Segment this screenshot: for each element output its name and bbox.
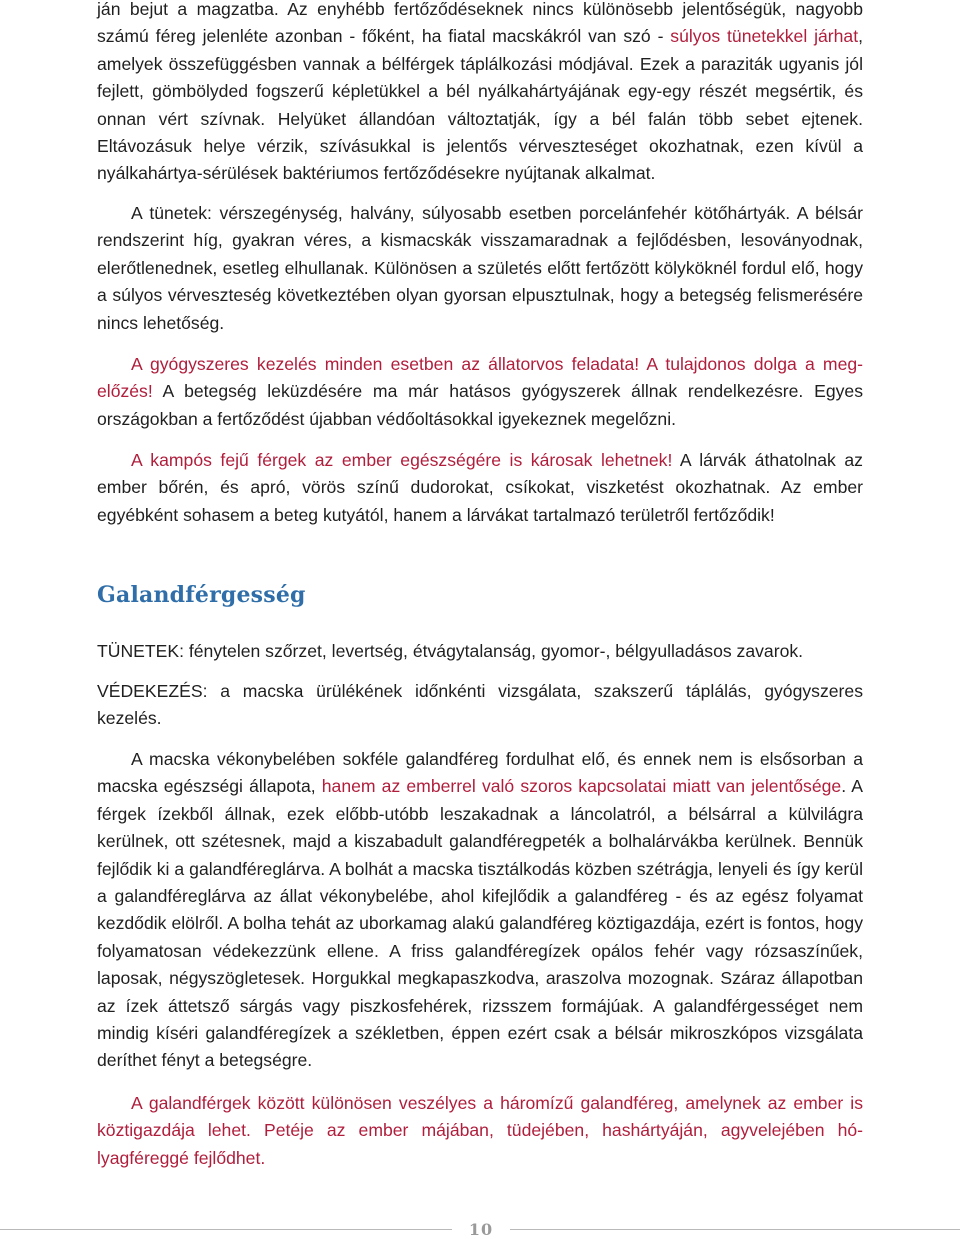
footer-rule-left	[0, 1229, 452, 1230]
paragraph-treatment	[97, 351, 863, 433]
paragraph-hookworm-warning	[97, 447, 863, 529]
red-emphasis: A gyógyszeres kezelés minden esetben az állatorvos feladata! A tulajdonos dolga a megelőzés!	[97, 354, 863, 402]
paragraph-symptoms	[97, 200, 863, 337]
paragraph-text: . A férgek ízekből állnak, ezek előbb-utóbb leszakadnak a láncolatról, a bélsárral a külvilágra kerülnek, ott szétesnek, majd a kiszabadult galandféregpeték a bolhalárvákba kerülnek. Bennük fejlődik ki a galandféreglárva. A bolhát a macska tisztálkodás közben szétrágja, lenyeli és így kerül a galandféreglárva az állat vékonybelébe, ahol kifejlődik a galandféreg - és az egész folyamat kezdődik elölről. A bolha tehát az uborkamag alakú galandféreg köztigazdája, ezért is fontos, hogy folyamatosan védekezzünk ellene. A friss galandféregízek opálos fehér vagy rózsaszínűek, laposak, négyszögletesek. Horgukkal megkapaszkodva, araszolva mozognak. Száraz állapotban az ízek áttetsző sárgás vagy piszkosfehérek, rizsszem formájúak. A galandférgességet nem mindig kíséri galandféregízek a székletben, éppen ezért csak a bélsár mikroszkópos vizsgálata deríthet fényt a betegségre.	[97, 776, 863, 1071]
red-emphasis: súlyos tünetekkel járhat	[670, 26, 859, 47]
paragraph-text: A lárvák áthatolnak az ember bőrén, és apró, vörös színű dudorokat, csíkokat, viszketést okozhatnak. Az ember egyébként sohasem a beteg kutyától, hanem a lárvákat tartalmazó területről fertőződik!	[97, 450, 863, 525]
paragraph-text: ján bejut a magzatba. Az enyhébb fertőződéseknek nincs különösebb jelentőségük, nagyobb számú féreg jelenléte azonban - főként, ha fiatal macskákról van szó -	[97, 0, 863, 47]
paragraph-text: A tünetek: vérszegénység, halvány, súlyosabb esetben porcelánfehér kötőhártyák. A bélsár rendszerint híg, gyakran véres, a kismacskák visszamaradnak a fejlődésben, lesoványodnak, elerőtlenednek, esetleg elhullanak. Különösen a születés előtt fertőzött kölyköknél fordul elő, hogy a súlyos vérveszteség következtében olyan gyorsan elpusztulnak, hogy a betegség felismerésére nincs lehetőség.	[97, 203, 863, 333]
red-emphasis: hanem az emberrel való szoros kapcsolatai miatt van jelentősége	[321, 776, 842, 797]
paragraph-tapeworm-symptoms	[97, 638, 803, 665]
red-emphasis: A kampós fejű férgek az ember egészségére is károsak lehetnek!	[131, 450, 673, 470]
paragraph-tapeworm-prevention	[97, 678, 863, 733]
paragraph-text: TÜNETEK: fénytelen szőrzet, levertség, étvágytalanság, gyomor-, bélgyulladásos zavarok.	[97, 641, 804, 661]
paragraph-text: VÉDEKEZÉS: a macska ürülékének időnkénti vizsgálata, szakszerű táplálás, gyógyszeres kezelés.	[97, 681, 863, 729]
page-number: 10	[468, 1220, 494, 1239]
section-heading-tapeworm: Galandférgesség	[97, 582, 306, 608]
paragraph-text: A betegség leküzdésére ma már hatásos gyógyszerek állnak rendelkezésre. Egyes országokban a fertőződést újabban védőoltásokkal igyekeznek megelőzni.	[97, 381, 863, 429]
paragraph-roundworm-effects	[97, 0, 863, 188]
paragraph-tapeworm-danger	[97, 1090, 863, 1172]
paragraph-text: , amelyek összefüggésben vannak a bélférgek táplálkozási módjával. Ezek a paraziták ugyanis jól fejlett, gömbölyded fogszerű képletükkel a bél nyálkahártyájának egy-egy részét megsértik, és onnan vért szívnak. Helyüket állandóan változtatják, így a bél falán több sebet ejtenek. Eltávozásuk helye vérzik, szívásukkal is jelentős vérveszteséget okozhatnak, ezen kívül a nyálkahártya-sérülések baktériumos fertőződésekre nyújtanak alkalmat.	[97, 26, 863, 184]
red-emphasis: A galandférgek között különösen veszélyes a háromízű galandféreg, amelynek az ember is köztigazdája lehet. Petéje az ember májában, tüdejében, hashártyáján, agyvelejében hólyagféreggé fejlődhet.	[97, 1093, 863, 1168]
paragraph-text: A macska vékonybelében sokféle galandféreg fordulhat elő, és ennek nem is elsősorban a macska egészségi állapota,	[97, 749, 863, 797]
paragraph-tapeworm-lifecycle	[97, 746, 863, 1075]
footer-rule-right	[510, 1229, 960, 1230]
